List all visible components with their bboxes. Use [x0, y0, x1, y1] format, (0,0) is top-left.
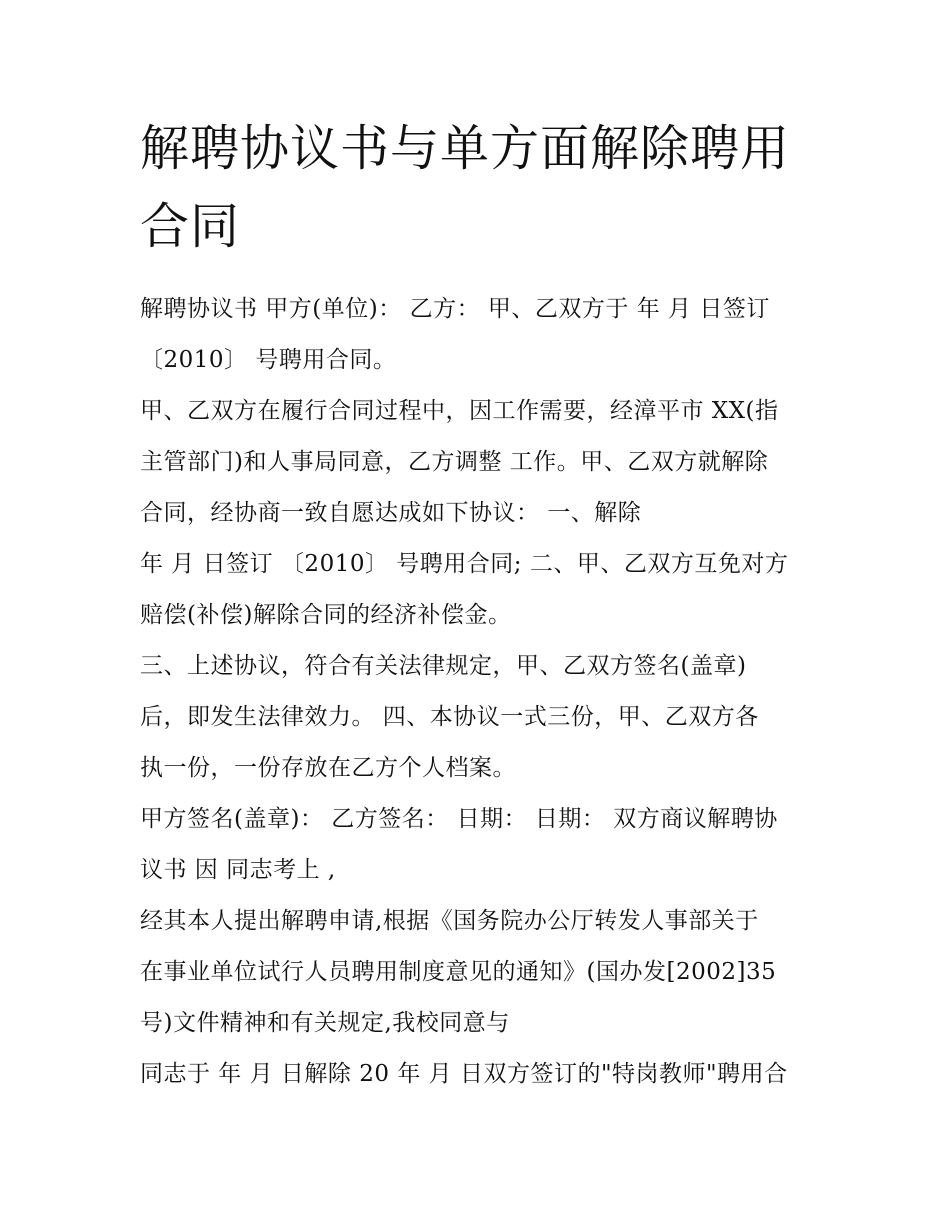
body-line: 赔偿(补偿)解除合同的经济补偿金。 — [140, 602, 512, 628]
body-line: 同志于 年 月 日解除 20 年 月 日双方签订的"特岗教师"聘用合 — [140, 1061, 788, 1087]
title-line: 解聘协议书与单方面解除聘用 — [140, 120, 791, 177]
body-line: 三、上述协议，符合有关法律规定，甲、乙双方签名(盖章) — [140, 653, 747, 679]
body-line: 主管部门)和人事局同意，乙方调整 工作。甲、乙双方就解除 — [140, 449, 769, 475]
body-line: 甲、乙双方在履行合同过程中，因工作需要，经漳平市 XX(指 — [140, 398, 779, 424]
body-line: 经其本人提出解聘申请,根据《国务院办公厅转发人事部关于 — [140, 908, 759, 934]
document-title — [140, 110, 820, 266]
body-line: 后，即发生法律效力。 四、本协议一式三份，甲、乙双方各 — [140, 704, 759, 730]
body-line: 年 月 日签订 〔2010〕 号聘用合同; 二、甲、乙双方互免对方 — [140, 551, 789, 577]
body-line: 议书 因 同志考上 , — [140, 857, 336, 883]
body-line: 执一份，一份存放在乙方个人档案。 — [140, 755, 516, 781]
document-page — [140, 110, 820, 1100]
body-line: 合同，经协商一致自愿达成如下协议： 一、解除 — [140, 500, 642, 526]
body-line: 在事业单位试行人员聘用制度意见的通知》(国办发[2002]35 — [140, 959, 777, 985]
body-line: 号)文件精神和有关规定,我校同意与 — [140, 1010, 510, 1036]
body-line: 甲方签名(盖章)： 乙方签名： 日期： 日期： 双方商议解聘协 — [140, 806, 778, 832]
body-line: 〔2010〕 号聘用合同。 — [140, 347, 397, 373]
document-body — [140, 284, 820, 1100]
title-line: 合同 — [140, 198, 241, 255]
body-line: 解聘协议书 甲方(单位)： 乙方： 甲、乙双方于 年 月 日签订 — [140, 296, 770, 322]
